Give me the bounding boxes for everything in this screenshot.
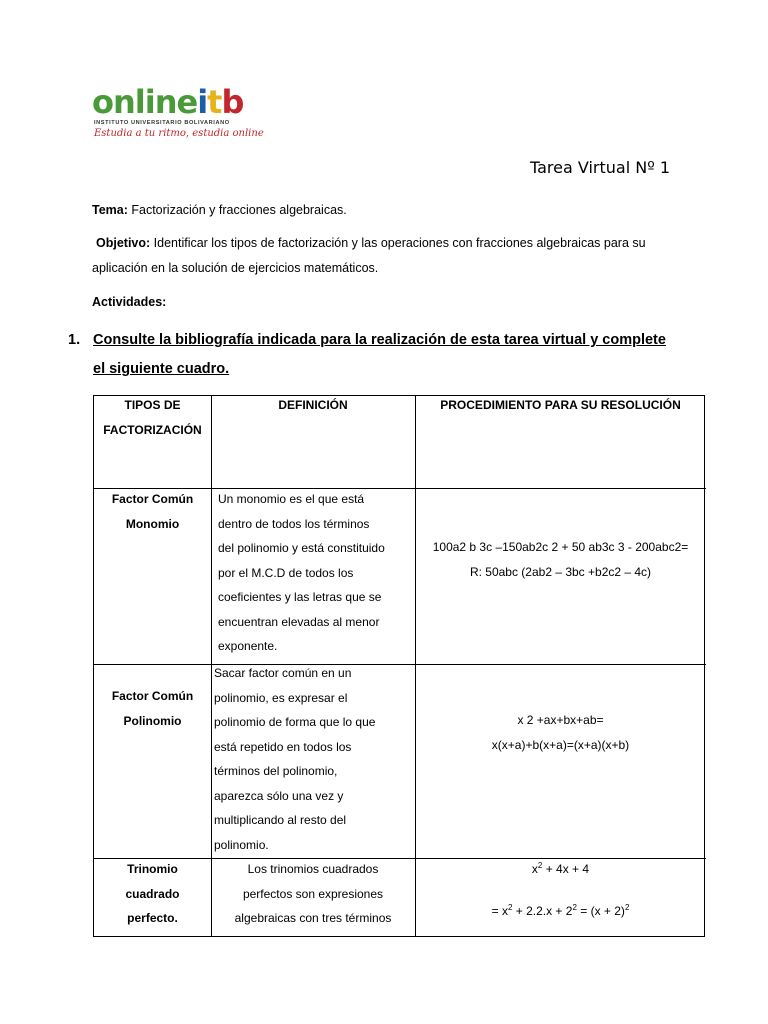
header-procedimiento: PROCEDIMIENTO PARA SU RESOLUCIÓN <box>440 398 681 412</box>
row2-def-line: multiplicando al resto del <box>214 813 347 827</box>
item-text <box>93 326 708 384</box>
row1-def-line: coeficientes y las letras que se <box>218 590 382 604</box>
row1-def-line: dentro de todos los términos <box>218 516 370 531</box>
row2-tipo <box>94 684 211 733</box>
row2-def-line: Sacar factor común en un <box>214 666 352 680</box>
row1-definicion <box>218 487 414 659</box>
item-number: 1. <box>68 332 81 348</box>
row2-def-line: está repetido en todos los <box>214 739 352 754</box>
header-tipos <box>94 393 211 442</box>
objetivo-text-1: Identificar los tipos de factorización y las operaciones con fracciones algebraicas para su <box>150 236 646 250</box>
row2-def-line: términos del polinomio, <box>214 764 338 778</box>
row3-tipo-line: cuadrado <box>125 886 180 901</box>
row3-proc-2a: = x <box>491 904 508 918</box>
logo-b: b <box>221 83 244 121</box>
row1-def-line: Un monomio es el que está <box>218 492 365 506</box>
item-text-line2: el siguiente cuadro. <box>93 361 230 377</box>
row3-proc-1a: x <box>531 862 538 876</box>
row3-procedimiento-1 <box>415 857 706 882</box>
row1-def-line: encuentran elevadas al menor <box>218 614 380 629</box>
row2-def-line: polinomio. <box>214 837 269 852</box>
row3-procedimiento-2 <box>415 899 706 924</box>
row2-tipo-line: Factor Común <box>111 689 194 703</box>
row3-proc-1-sup: 2 <box>537 861 543 870</box>
row1-tipo-line: Factor Común <box>111 492 194 506</box>
logo-subtitle: INSTITUTO UNIVERSITARIO BOLIVARIANO <box>94 120 230 126</box>
row2-tipo-line: Polinomio <box>123 713 182 728</box>
row1-proc-line: 100a2 b 3c –150ab2c 2 + 50 ab3c 3 - 200abc2= <box>432 540 689 554</box>
row2-def-line: aparezca sólo una vez y <box>214 788 344 803</box>
tema-label: Tema: <box>92 203 128 217</box>
row3-tipo <box>94 857 211 931</box>
item-text-line1: Consulte la bibliografía indicada para la realización de esta tarea virtual y complete <box>93 332 666 348</box>
objetivo-label: Objetivo: <box>96 236 151 250</box>
row2-proc-line: x 2 +ax+bx+ab= <box>517 713 604 727</box>
row1-tipo <box>94 487 211 536</box>
row2-proc-line: x(x+a)+b(x+a)=(x+a)(x+b) <box>491 737 630 752</box>
row2-definicion <box>214 661 414 857</box>
row2-procedimiento <box>415 708 706 757</box>
row3-def-line: perfectos son expresiones <box>242 886 384 901</box>
header-tipos-line2: FACTORIZACIÓN <box>103 422 202 437</box>
row3-proc-2-sup2: 2 <box>572 903 577 912</box>
objetivo-text-2: aplicación en la solución de ejercicios matemáticos. <box>92 261 379 275</box>
row3-proc-2c: = (x + 2) <box>576 904 625 918</box>
objetivo-line1 <box>96 231 716 255</box>
header-definicion: DEFINICIÓN <box>278 398 348 412</box>
actividades-label: Actividades: <box>92 295 167 309</box>
logo-wordmark <box>92 84 243 120</box>
row3-proc-2b: + 2.2.x + 2 <box>512 904 573 918</box>
row3-tipo-line: Trinomio <box>127 862 178 876</box>
factorization-table <box>93 395 705 937</box>
row1-def-line: por el M.C.D de todos los <box>218 565 354 580</box>
col-divider <box>211 396 212 936</box>
row2-def-line: polinomio, es expresar el <box>214 690 348 705</box>
logo-i: i <box>197 83 208 121</box>
row3-proc-2-sup3: 2 <box>624 903 630 912</box>
row3-proc-2-sup1: 2 <box>507 903 513 912</box>
row1-tipo-line: Monomio <box>125 516 180 531</box>
row3-proc-1b: + 4x + 4 <box>542 862 590 876</box>
tema-text: Factorización y fracciones algebraicas. <box>127 203 347 217</box>
logo-t: t <box>207 83 222 121</box>
header-tipos-line1: TIPOS DE <box>124 398 181 412</box>
page-title: Tarea Virtual Nº 1 <box>530 158 671 177</box>
col-divider <box>415 396 416 936</box>
row1-proc-line: R: 50abc (2ab2 – 3bc +b2c2 – 4c) <box>469 564 652 579</box>
row1-procedimiento <box>415 535 706 584</box>
row3-def-line: Los trinomios cuadrados <box>247 862 379 876</box>
row2-def-line: polinomio de forma que lo que <box>214 715 376 729</box>
row3-def-line: algebraicas con tres términos <box>234 911 392 925</box>
row3-definicion <box>211 857 415 931</box>
tema-line <box>92 198 347 222</box>
online-itb-logo <box>92 84 262 144</box>
row1-def-line: del polinomio y está constituido <box>218 541 385 555</box>
logo-online-text: online <box>92 83 198 121</box>
row1-def-line: exponente. <box>218 639 278 653</box>
logo-slogan: Estudia a tu ritmo, estudia online <box>94 128 264 139</box>
row3-tipo-line: perfecto. <box>127 911 178 925</box>
